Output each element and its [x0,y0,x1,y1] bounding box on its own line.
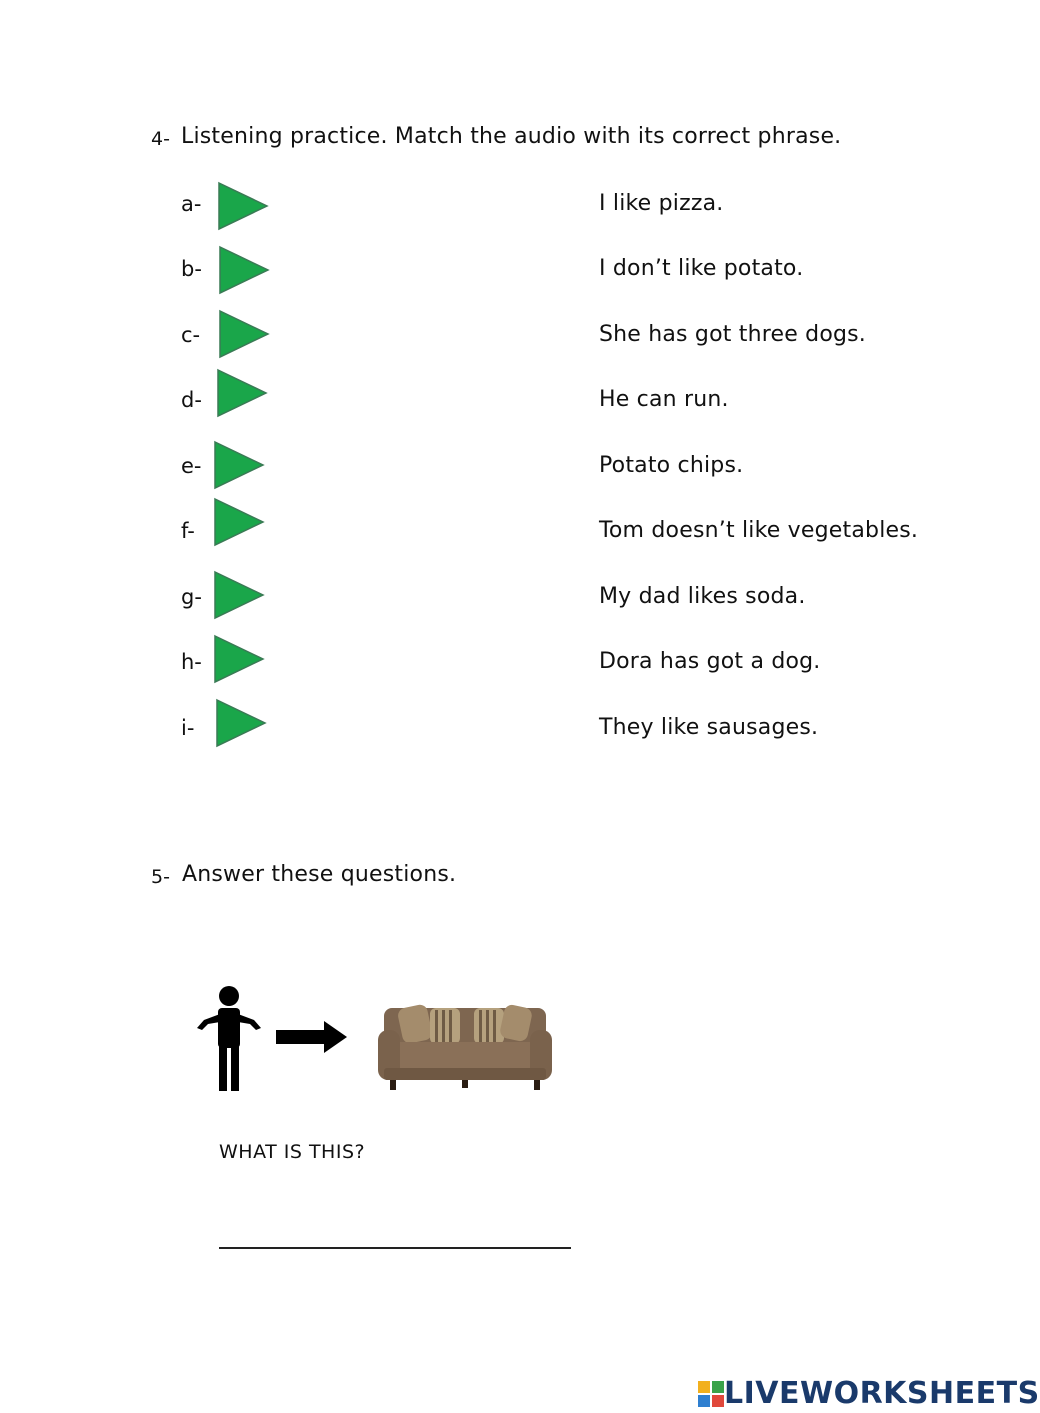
brand-name: LIVEWORKSHEETS [724,1376,1040,1411]
play-audio-b-icon[interactable] [218,245,270,295]
question-text: WHAT IS THIS? [219,1141,366,1163]
item-letter: i- [181,716,195,740]
liveworksheets-logo [698,1376,1040,1411]
phrase-g: My dad likes soda. [599,584,806,609]
play-audio-i-icon[interactable] [215,698,267,748]
play-audio-h-icon[interactable] [213,634,265,684]
phrase-f: Tom doesn’t like vegetables. [599,518,919,543]
item-letter: b- [181,257,202,281]
play-audio-e-icon[interactable] [213,440,265,490]
play-audio-g-icon[interactable] [213,570,265,620]
logo-mark-icon [698,1381,724,1407]
phrase-b: I don’t like potato. [599,256,804,281]
item-letter: d- [181,388,202,412]
phrase-a: I like pizza. [599,191,724,216]
section-5-number: 5- [151,866,170,888]
item-letter: c- [181,323,201,347]
item-letter: g- [181,585,202,609]
phrase-h: Dora has got a dog. [599,649,821,674]
item-letter: a- [181,192,202,216]
answer-field[interactable] [219,1247,571,1249]
item-letter: e- [181,454,202,478]
section-4-number: 4- [151,128,170,150]
play-audio-a-icon[interactable] [217,181,269,231]
phrase-c: She has got three dogs. [599,322,866,347]
play-audio-c-icon[interactable] [218,309,270,359]
phrase-e: Potato chips. [599,453,744,478]
phrase-d: He can run. [599,387,729,412]
section-5-instruction: Answer these questions. [182,862,457,887]
item-letter: h- [181,650,202,674]
section-4-instruction: Listening practice. Match the audio with its correct phrase. [181,124,842,149]
arrow-right-icon [276,1019,348,1055]
play-audio-f-icon[interactable] [213,497,265,547]
play-audio-d-icon[interactable] [216,368,268,418]
sofa-image [378,998,552,1096]
phrase-i: They like sausages. [599,715,819,740]
item-letter: f- [181,519,195,543]
person-pictogram-icon [194,984,264,1094]
